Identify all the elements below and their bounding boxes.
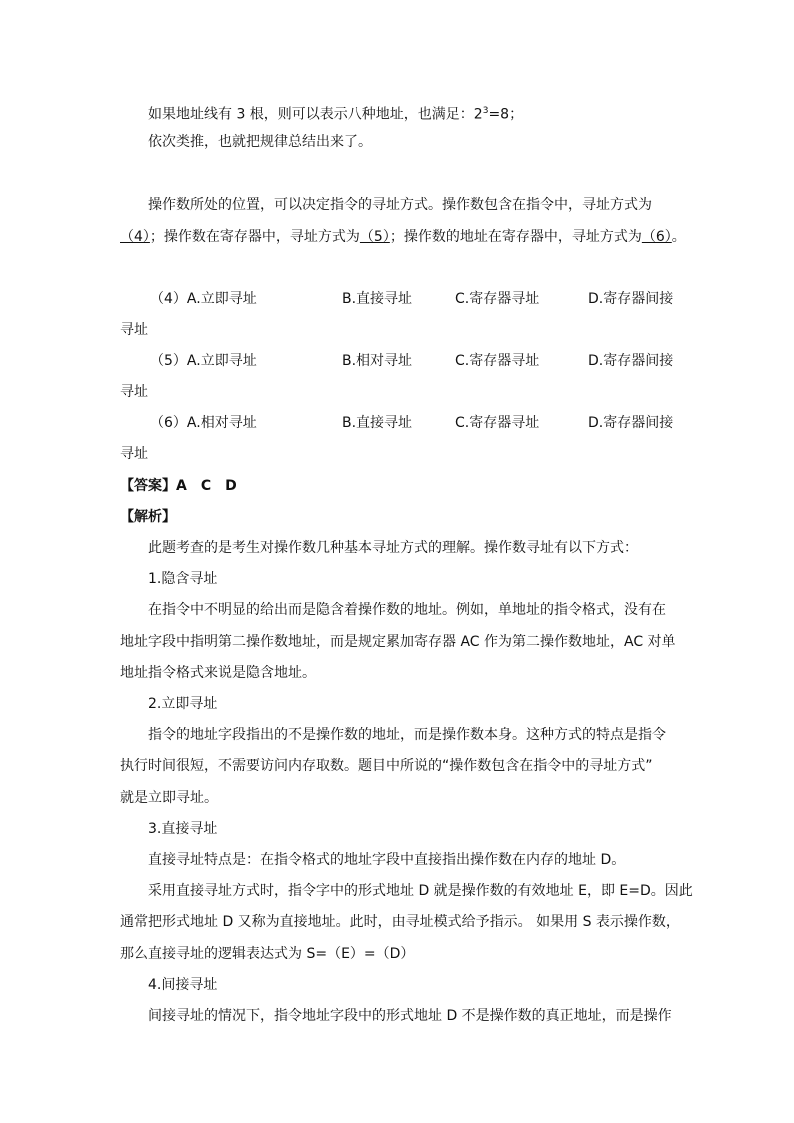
option-wrap: 寻址 [120, 446, 148, 462]
option-wrap: 寻址 [120, 322, 148, 338]
blank-5: （5） [359, 229, 390, 245]
analysis-line: 2.立即寻址 [148, 696, 218, 712]
analysis-line: 4.间接寻址 [148, 976, 218, 993]
analysis-label: 【解析】 [120, 509, 176, 525]
text: 如果地址线有 3 根，则可以表示八种地址，也满足：2 [148, 106, 483, 123]
analysis-line: 那么直接寻址的逻辑表达式为 S=（E）=（D） [120, 945, 415, 962]
text: =8； [488, 106, 524, 123]
option-b: B.直接寻址 [342, 291, 413, 307]
option-a: （4）A.立即寻址 [150, 291, 257, 307]
option-b: B.相对寻址 [342, 353, 413, 369]
analysis-line: 就是立即寻址。 [120, 789, 218, 806]
text: ；操作数在寄存器中，寻址方式为 [149, 229, 360, 245]
analysis-line: 执行时间很短，不需要访问内存取数。题目中所说的“操作数包含在指令中的寻址方式” [120, 758, 653, 775]
option-b: B.直接寻址 [342, 415, 413, 431]
analysis-line: 采用直接寻址方式时，指令字中的形式地址 D 就是操作数的有效地址 E，即 E=D。因此 [148, 883, 693, 900]
answer-value: A C D [176, 478, 237, 494]
option-d: D.寄存器间接 [588, 353, 674, 369]
text: 。 [671, 229, 686, 245]
text: ；操作数的地址在寄存器中，寻址方式为 [389, 229, 642, 245]
answer-label: 【答案】 [120, 478, 176, 494]
analysis-line: 1.隐含寻址 [148, 571, 218, 588]
analysis-line: 指令的地址字段指出的不是操作数的地址，而是操作数本身。这种方式的特点是指令 [148, 727, 666, 744]
option-a: （6）A.相对寻址 [150, 415, 257, 431]
analysis-line: 地址字段中指明第二操作数地址，而是规定累加寄存器 AC 作为第二操作数地址，AC 对单 [120, 633, 676, 650]
option-wrap: 寻址 [120, 384, 148, 400]
analysis-line: 间接寻址的情况下，指令地址字段中的形式地址 D 不是操作数的真正地址，而是操作 [148, 1008, 672, 1024]
analysis-line: 在指令中不明显的给出而是隐含着操作数的地址。例如，单地址的指令格式，没有在 [148, 602, 666, 619]
blank-6: （6） [641, 229, 672, 245]
answer [120, 476, 237, 496]
intro-line-1 [148, 101, 523, 125]
option-c: C.寄存器寻址 [455, 291, 540, 307]
analysis-line: 此题考查的是考生对操作数几种基本寻址方式的理解。操作数寻址有以下方式： [148, 540, 638, 556]
analysis-line: 通常把形式地址 D 又称为直接地址。此时，由寻址模式给予指示。 如果用 S 表示操作数， [120, 914, 680, 931]
superscript: 3 [482, 106, 489, 116]
analysis-line: 3.直接寻址 [148, 820, 218, 837]
option-c: C.寄存器寻址 [455, 353, 540, 369]
blank-4: （4） [120, 229, 150, 245]
question-line-1: 操作数所处的位置，可以决定指令的寻址方式。操作数包含在指令中，寻址方式为 [148, 197, 652, 213]
analysis-line: 直接寻址特点是：在指令格式的地址字段中直接指出操作数在内存的地址 D。 [148, 852, 626, 868]
analysis-line: 地址指令格式来说是隐含地址。 [120, 664, 316, 681]
intro-line-2: 依次类推，也就把规律总结出来了。 [148, 134, 372, 150]
option-d: D.寄存器间接 [588, 291, 674, 307]
option-d: D.寄存器间接 [588, 415, 674, 431]
question-line-2 [120, 227, 686, 247]
option-a: （5）A.立即寻址 [150, 353, 257, 369]
option-c: C.寄存器寻址 [455, 415, 540, 431]
